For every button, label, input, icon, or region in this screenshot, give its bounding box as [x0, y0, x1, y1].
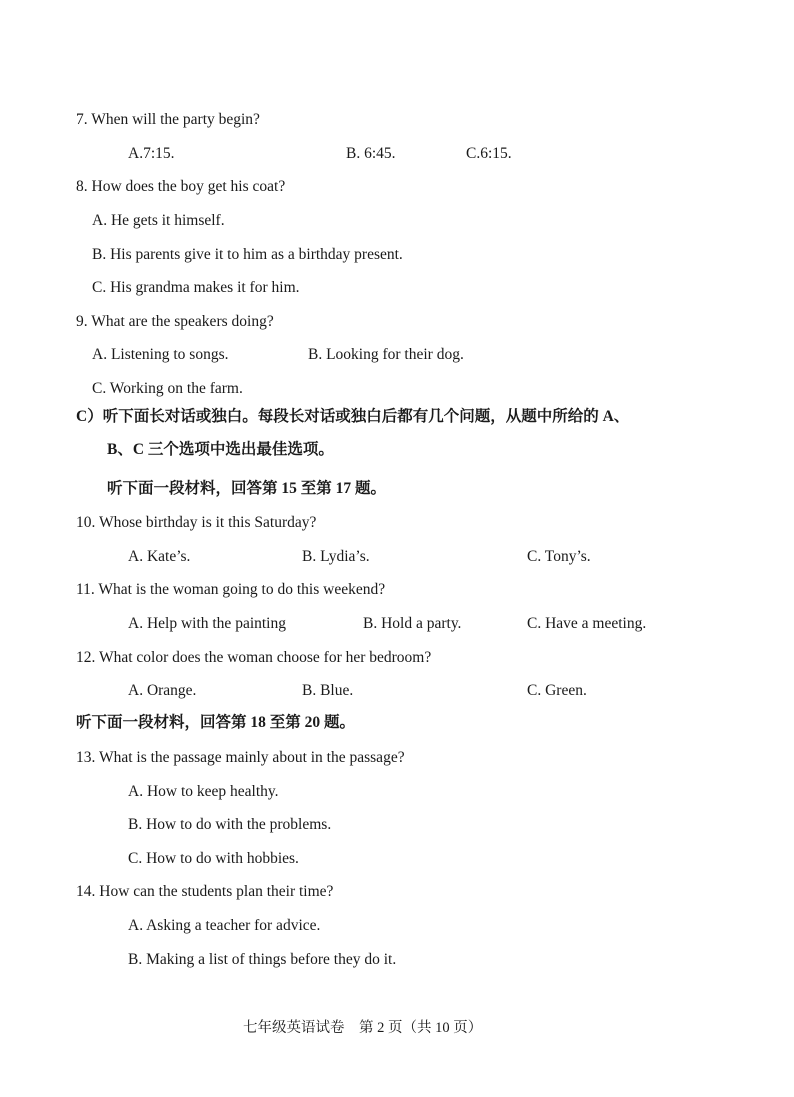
q10-option-c: C. Tony’s.	[527, 548, 591, 565]
q13-option-a: A. How to keep healthy.	[128, 783, 279, 800]
section-c-heading-cont: B、C 三个选项中选出最佳选项。	[107, 441, 334, 458]
q8-option-c: C. His grandma makes it for him.	[92, 279, 300, 296]
q12-option-a: A. Orange.	[128, 682, 197, 699]
q8-option-b: B. His parents give it to him as a birthday present.	[92, 246, 403, 263]
q9-question: 9. What are the speakers doing?	[76, 313, 274, 330]
q14-option-a: A. Asking a teacher for advice.	[128, 917, 321, 934]
q9-option-a: A. Listening to songs.	[92, 346, 229, 363]
q7-option-c: C.6:15.	[466, 145, 512, 162]
q13-option-b: B. How to do with the problems.	[128, 816, 332, 833]
instruction-18-20: 听下面一段材料，回答第 18 至第 20 题。	[76, 714, 356, 731]
q9-option-b: B. Looking for their dog.	[308, 346, 464, 363]
q10-question: 10. Whose birthday is it this Saturday?	[76, 514, 317, 531]
q11-option-a: A. Help with the painting	[128, 615, 286, 632]
q12-option-b: B. Blue.	[302, 682, 354, 699]
q11-question: 11. What is the woman going to do this weekend?	[76, 581, 386, 598]
q12-question: 12. What color does the woman choose for her bedroom?	[76, 649, 432, 666]
q9-option-c: C. Working on the farm.	[92, 380, 243, 397]
q10-option-a: A. Kate’s.	[128, 548, 191, 565]
q8-option-a: A. He gets it himself.	[92, 212, 225, 229]
section-c-heading: C）听下面长对话或独白。每段长对话或独白后都有几个问题，从题中所给的 A、	[76, 408, 630, 425]
q10-option-b: B. Lydia’s.	[302, 548, 370, 565]
q8-question: 8. How does the boy get his coat?	[76, 178, 286, 195]
q11-option-c: C. Have a meeting.	[527, 615, 647, 632]
q7-option-a: A.7:15.	[128, 145, 175, 162]
q13-question: 13. What is the passage mainly about in the passage?	[76, 749, 405, 766]
q14-question: 14. How can the students plan their time?	[76, 883, 334, 900]
q14-option-b: B. Making a list of things before they do it.	[128, 951, 397, 968]
q7-question: 7. When will the party begin?	[76, 111, 260, 128]
q13-option-c: C. How to do with hobbies.	[128, 850, 299, 867]
q11-option-b: B. Hold a party.	[363, 615, 462, 632]
q7-option-b: B. 6:45.	[346, 145, 396, 162]
page-footer: 七年级英语试卷 第 2 页（共 10 页）	[243, 1020, 483, 1036]
instruction-15-17: 听下面一段材料，回答第 15 至第 17 题。	[107, 480, 387, 497]
q12-option-c: C. Green.	[527, 682, 587, 699]
